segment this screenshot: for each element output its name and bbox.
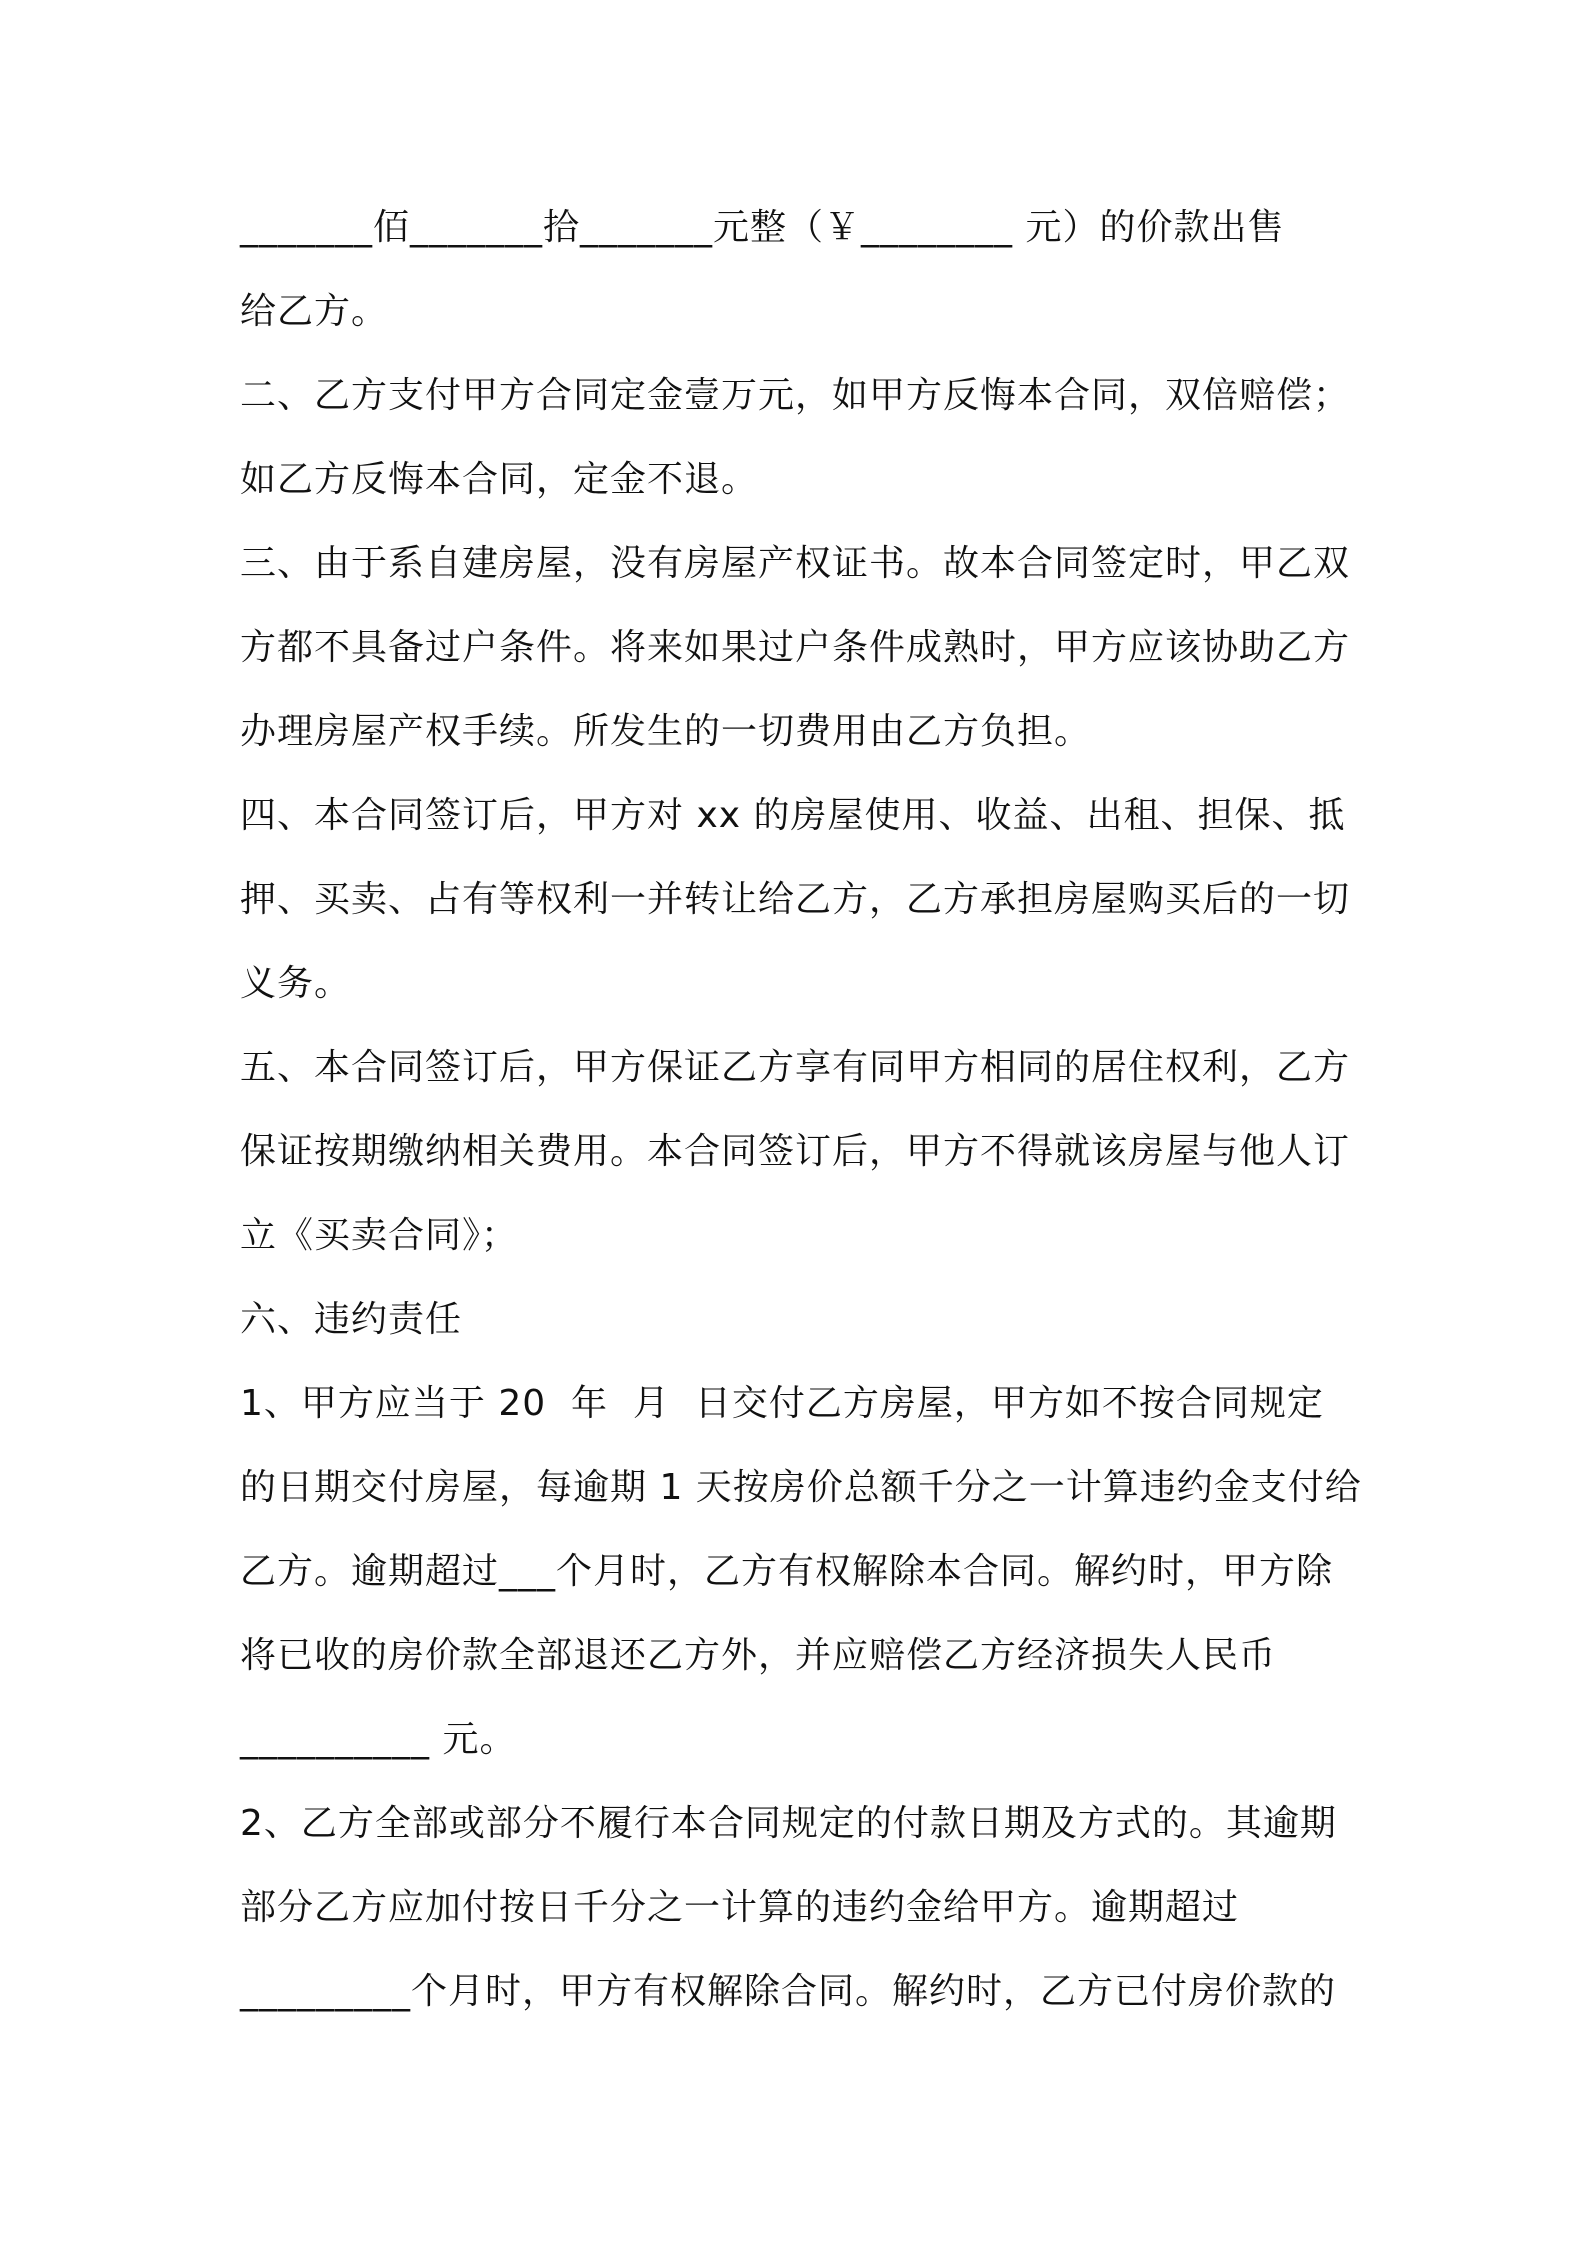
- section-heading: 六、违约责任: [240, 1299, 463, 1340]
- text-line: 乙方。逾期超过___个月时，乙方有权解除本合同。解约时，甲方除: [240, 1551, 1334, 1592]
- text-line: 押、买卖、占有等权利一并转让给乙方，乙方承担房屋购买后的一切: [240, 879, 1351, 920]
- text-line: 四、本合同签订后，甲方对 xx 的房屋使用、收益、出租、担保、抵: [240, 795, 1346, 836]
- text-line: 部分乙方应加付按日千分之一计算的违约金给甲方。逾期超过: [240, 1887, 1240, 1928]
- text-line: 立《买卖合同》；: [240, 1215, 519, 1256]
- text-line: 三、由于系自建房屋，没有房屋产权证书。故本合同签定时，甲乙双: [240, 543, 1351, 584]
- text-line: 办理房屋产权手续。所发生的一切费用由乙方负担。: [240, 711, 1092, 752]
- text-line: 义务。: [240, 963, 352, 1004]
- text-line: _______佰_______拾_______元整（￥________ 元）的价款出售: [240, 207, 1285, 248]
- text-line: __________ 元。: [240, 1719, 517, 1760]
- text-line: 如乙方反悔本合同，定金不退。: [240, 459, 759, 500]
- text-line: 保证按期缴纳相关费用。本合同签订后，甲方不得就该房屋与他人订: [240, 1131, 1351, 1172]
- text-line: 的日期交付房屋，每逾期 1 天按房价总额千分之一计算违约金支付给: [240, 1467, 1362, 1508]
- text-line: 给乙方。: [240, 291, 389, 332]
- text-line: 1、甲方应当于 20 年 月 日交付乙方房屋，甲方如不按合同规定: [240, 1383, 1324, 1424]
- text-line: 2、乙方全部或部分不履行本合同规定的付款日期及方式的。其逾期: [240, 1803, 1337, 1844]
- text-line: 将已收的房价款全部退还乙方外，并应赔偿乙方经济损失人民币: [240, 1635, 1277, 1676]
- text-line: 五、本合同签订后，甲方保证乙方享有同甲方相同的居住权利，乙方: [240, 1047, 1351, 1088]
- text-line: 方都不具备过户条件。将来如果过户条件成熟时，甲方应该协助乙方: [240, 627, 1351, 668]
- text-line: 二、乙方支付甲方合同定金壹万元，如甲方反悔本合同，双倍赔偿；: [240, 375, 1351, 416]
- text-line: _________个月时，甲方有权解除合同。解约时，乙方已付房价款的: [240, 1971, 1337, 2012]
